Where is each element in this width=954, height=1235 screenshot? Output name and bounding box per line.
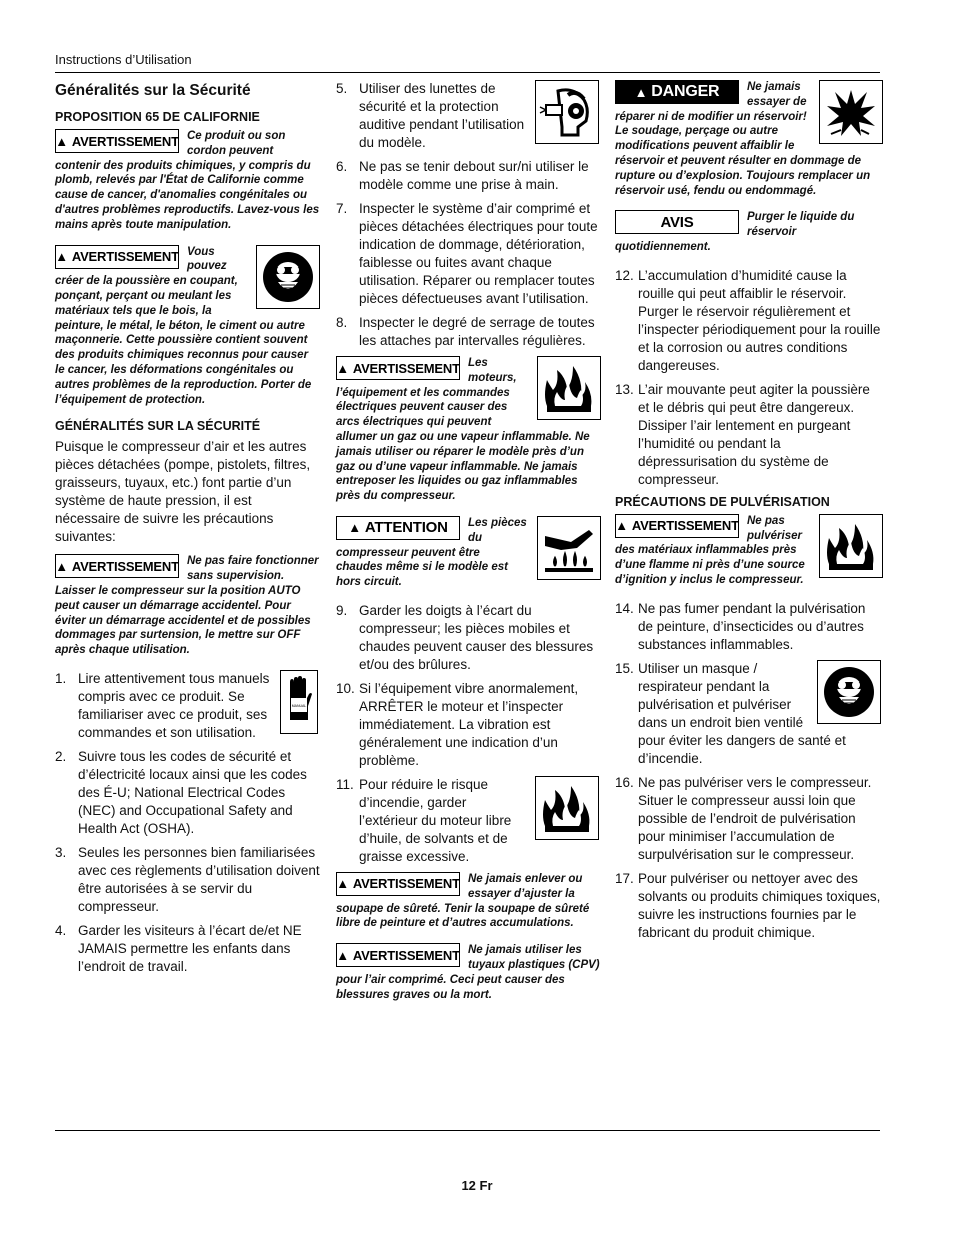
warning-badge: ▲ AVERTISSEMENT <box>615 514 739 538</box>
warning-text: Ne jamais enlever ou essayer d’ajuster la soupape de sûreté. Tenir la soupape de sûreté libre de peinture et d’autres accumulations. <box>336 872 590 930</box>
section-title: Généralités sur la Sécurité <box>55 82 251 99</box>
warning-text: Ne pas faire fonctionner sans supervision. Laisser le compresseur sur la position AUTO peut causer un démarrage accidentel. Pour éviter un démarrage accidentel et de possibles dommages par surtension, le mettre sur OFF après chaque utilisation. <box>55 555 319 657</box>
footer-rule <box>55 1130 880 1131</box>
warning-badge: ▲ AVERTISSEMENT <box>55 245 179 269</box>
list-item: 2. Suivre tous les codes de sécurité et d’électricité locaux ainsi que les codes des É-U; National Electrical Codes (NEC) and Occupational Safety and Health Act (OSHA). <box>55 748 307 836</box>
safety-list-3 <box>336 602 601 866</box>
respirator-mask-icon <box>256 245 320 309</box>
list-item: 4. Garder les visiteurs à l’écart de/et NE JAMAIS permettre les enfants dans l’endroit de travail. <box>55 922 302 974</box>
warning-badge: ▲ AVERTISSEMENT <box>336 872 460 896</box>
list-item: 5. Utiliser des lunettes de sécurité et la protection auditive pendant l’utilisation du modèle. <box>336 80 601 152</box>
notice-drain <box>615 210 883 254</box>
list-item: 8. Inspecter le degré de serrage de toutes les attaches par intervalles régulières. <box>336 315 595 348</box>
warning-electrical-arcs <box>336 356 601 504</box>
warning-badge: ▲ AVERTISSEMENT <box>336 943 460 967</box>
warning-badge: ▲ AVERTISSEMENT <box>55 129 179 153</box>
column-1 <box>55 80 320 982</box>
list-item: 11. Pour réduire le risque d’incendie, garder l’extérieur du moteur libre d’huile, de solvants et de graisse excessive. <box>336 776 601 866</box>
danger-text: Ne jamais essayer de réparer ni de modifier un réservoir! Le soudage, perçage ou autre modifications peuvent affaiblir le réservoir et peuvent résulter en dommage de rupture ou d’explosion. Toujours remplacer un réservoir usé, fendu ou endommagé. <box>615 81 871 197</box>
warning-prop65 <box>55 129 320 233</box>
warning-safety-valve <box>336 872 601 931</box>
safety-list-4 <box>615 267 883 489</box>
danger-tank <box>615 80 883 198</box>
warning-triangle-icon: ▲ <box>55 249 68 265</box>
notice-text: Purger le liquide du réservoir quotidiennement. <box>615 211 855 253</box>
spray-precautions-heading: PRÉCAUTIONS DE PULVÉRISATION <box>615 494 830 509</box>
list-item: 16. Ne pas pulvériser vers le compresseur. Situer le compresseur aussi loin que possible de l’endroit de pulvérisation pour minimiser l’accumulation de surpulvérisation sur le compresseur. <box>615 774 872 862</box>
warning-supervision <box>55 554 320 658</box>
list-item: 17. Pour pulvériser ou nettoyer avec des solvants ou produits chimiques toxiques, suivre les instructions fournies par le fabricant du produit chimique. <box>615 870 881 940</box>
notice-badge: AVIS <box>615 210 739 234</box>
list-item: 9. Garder les doigts à l’écart du compresseur; les pièces mobiles et chaudes peuvent causer des blessures et/ou des brûlures. <box>336 602 594 672</box>
fire-icon <box>819 514 883 578</box>
column-2 <box>336 80 601 1014</box>
page-number: 12 Fr <box>461 1178 493 1193</box>
warning-text: Ne pas pulvériser des matériaux inflammables près d’une flamme ni près d’une source d’ignition y inclus le compresseur. <box>615 514 805 586</box>
header-rule <box>55 72 880 73</box>
prop65-heading: PROPOSITION 65 DE CALIFORNIE <box>55 110 260 124</box>
caution-hot-parts <box>336 516 601 590</box>
warning-triangle-icon: ▲ <box>336 876 349 892</box>
warning-triangle-icon: ▲ <box>55 133 68 149</box>
fire-icon <box>537 356 601 420</box>
warning-flammable-spray <box>615 514 883 588</box>
warning-text: Les moteurs, l’équipement et les commandes électriques peuvent causer des arcs électriques qui peuvent allumer un gaz ou une vapeur inflammable. Ne jamais utiliser ou réparer le modèle près d’un gaz ou d’une vapeur inflammable. Ne jamais entreposer les liquides ou gaz inflammables près du compresseur. <box>336 357 590 503</box>
warning-pvc-pipes <box>336 943 601 1002</box>
safety-list-5 <box>615 600 883 942</box>
list-item: 6. Ne pas se tenir debout sur/ni utiliser le modèle comme une prise à main. <box>336 159 589 192</box>
caution-text: Les pièces du compresseur peuvent être chaudes même si le modèle est hors circuit. <box>336 516 527 589</box>
caution-badge: ▲ ATTENTION <box>336 516 460 540</box>
explosion-icon <box>819 80 883 144</box>
warning-triangle-icon: ▲ <box>615 518 628 534</box>
warning-triangle-icon: ▲ <box>634 84 648 100</box>
warning-dust <box>55 245 320 408</box>
respirator-mask-icon <box>817 660 881 724</box>
warning-text: Vous pouvez créer de la poussière en coupant, ponçant, perçant ou meulant les matériaux tels que le bois, la peinture, le métal, le béton, le ciment ou autre maçonnerie. Cette poussière contient souvent des produits chimiques reconnus pour causer le cancer, les déformations congénitales ou autres problèmes de la reproduction. Porter de l’équipement de protection. <box>55 245 312 406</box>
warning-text: Ne jamais utiliser les tuyaux plastiques (CPV) pour l’air comprimé. Ceci peut causer des blessures graves ou la mort. <box>336 944 600 1001</box>
warning-badge: ▲ AVERTISSEMENT <box>55 554 179 578</box>
danger-badge: ▲ DANGER <box>615 80 739 104</box>
general-safety-heading: GÉNÉRALITÉS SUR LA SÉCURITÉ <box>55 419 261 434</box>
column-3 <box>615 80 883 948</box>
list-item: 3. Seules les personnes bien familiarisées avec ces règlements d’utilisation doivent être autorisées à se servir du compresseur. <box>55 844 320 914</box>
warning-triangle-icon: ▲ <box>348 520 361 536</box>
safety-list-2 <box>336 80 601 350</box>
warning-triangle-icon: ▲ <box>55 558 68 574</box>
read-manual-icon <box>280 670 318 734</box>
list-item: 13. L’air mouvante peut agiter la poussière et le débris qui peut être dangereux. Dissiper l’air lentement en purgeant l’humidité ou pendant la dépressurisation du système de compresseur. <box>615 381 870 487</box>
list-item: 10. Si l’équipement vibre anormalement, ARRÊTER le moteur et l’inspecter immédiatement. La vibration est généralement une indication d’un problème. <box>336 680 579 768</box>
fire-icon <box>535 776 599 840</box>
page-header: Instructions d’Utilisation <box>55 52 192 67</box>
list-item: 14. Ne pas fumer pendant la pulvérisation de peinture, d’insecticides ou d’autres substances inflammables. <box>615 600 866 652</box>
list-item: 7. Inspecter le système d’air comprimé et pièces détachées électriques pour toute indication de dommage, détérioration, faiblesse ou fuites avant chaque utilisation. Réparer ou remplacer toutes pièces défectueuses avant l’utilisation. <box>336 201 598 306</box>
general-safety-text: Puisque le compresseur d’air et les autres pièces détachées (pompe, pistolets, filtres, graisseurs, tuyaux, etc.) font partie d’un système de haute pression, il est nécessaire de suivre les précautions suivantes: <box>55 439 311 545</box>
eye-ear-protection-icon <box>535 80 599 144</box>
safety-list-1 <box>55 670 320 976</box>
list-item: 1. MANUAL Lire attentivement tous manuels compris avec ce produit. Se familiariser avec ce produit, ses commandes et son utilisation. <box>55 670 320 742</box>
list-item: 12. L’accumulation d’humidité cause la rouille qui peut affaiblir le réservoir. Purger le réservoir régulièrement et l’inspecter périodiquement pour la rouille et la corrosion ou autres conditions dangereuses. <box>615 267 881 373</box>
warning-triangle-icon: ▲ <box>336 360 349 376</box>
warning-triangle-icon: ▲ <box>336 947 349 963</box>
hot-surface-icon <box>537 516 601 580</box>
list-item: 15. Utiliser un masque / respirateur pendant la pulvérisation et pulvériser dans un endroit bien ventilé pour éviter les dangers de santé et d’incendie. <box>615 660 883 768</box>
warning-badge: ▲ AVERTISSEMENT <box>336 356 460 380</box>
warning-text: Ce produit ou son cordon peuvent contenir des produits chimiques, y compris du plomb, relevés par l'État de Californie comme cause de cancer, d'anomalies congénitales ou d'autres problèmes reproductifs. Lavez-vous les mains après toute manipulation. <box>55 130 320 231</box>
manual-label: MANUAL <box>291 703 307 708</box>
